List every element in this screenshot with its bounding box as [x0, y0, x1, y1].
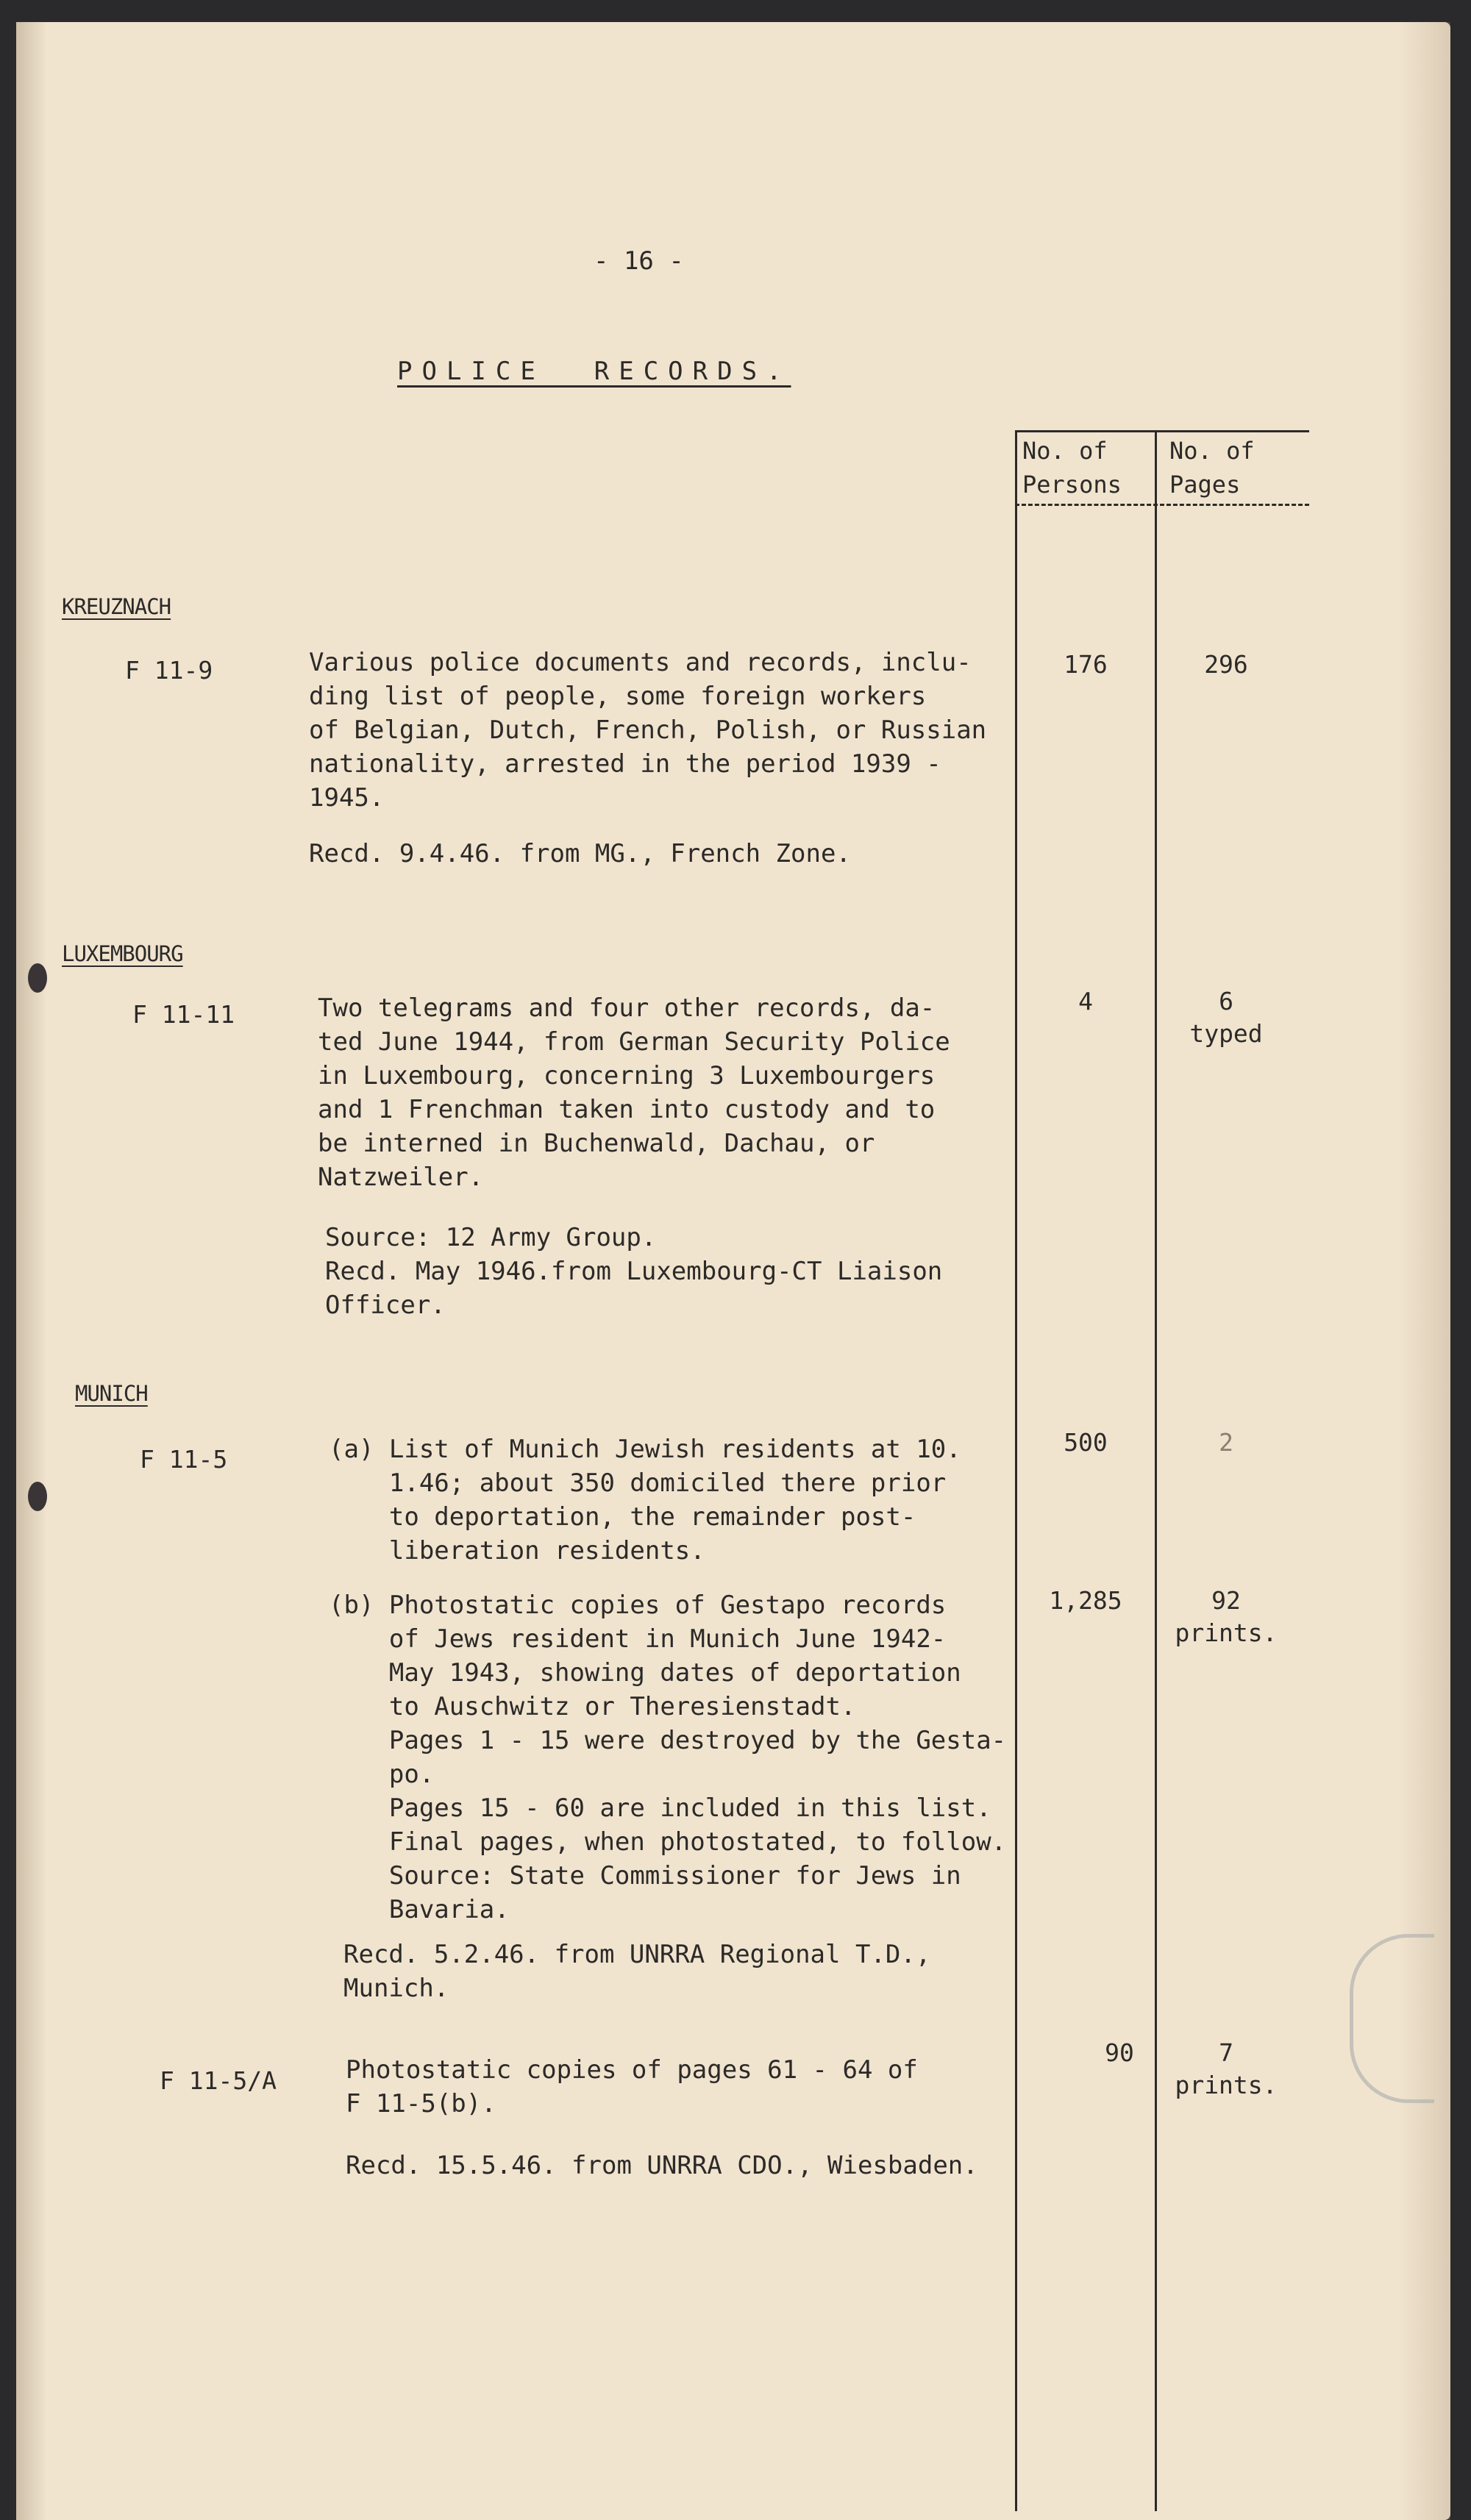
persons-munich-b: 1,285 [1049, 1586, 1122, 1615]
pages-header: No. of Pages [1169, 437, 1255, 499]
paper-clip [1350, 1934, 1434, 2103]
document-page [16, 22, 1450, 2520]
page-number: - 16 - [594, 246, 684, 276]
pages-munich-a: 2 [1219, 1428, 1233, 1457]
pages-munich-b: 92 prints. [1175, 1586, 1278, 1647]
recd-kreuznach: Recd. 9.4.46. from MG., French Zone. [309, 839, 851, 868]
persons-munich-a: 500 [1064, 1428, 1108, 1457]
recd-munich-a: Recd. 15.5.46. from UNRRA CDO., Wiesbaden. [346, 2151, 978, 2180]
place-munich: MUNICH [75, 1381, 148, 1406]
desc-munich-a: Photostatic copies of pages 61 - 64 of F 11-5(b). [346, 2055, 918, 2119]
place-kreuznach: KREUZNACH [62, 594, 171, 619]
munich-item-a: (a) List of Munich Jewish residents at 10. 1.46; about 350 domiciled there prior to deportation, the remainder post- liberation residents. [329, 1435, 961, 1566]
ref-f11-5: F 11-5 [140, 1445, 228, 1474]
munich-item-b: (b) Photostatic copies of Gestapo records of Jews resident in Munich June 1942- May 1943, showing dates of deportation to Auschwitz or Theresienstadt. Pages 1 - 15 were destroyed by the Gesta- po. Pages 15 - 60 are included in this list. Final pages, when photostated, to follow. Source: State Commissioner for Jews in Bavaria. [329, 1591, 1007, 1924]
punch-hole [28, 1482, 47, 1511]
column-rule-left [1015, 430, 1017, 2511]
desc-luxembourg: Two telegrams and four other records, da- ted June 1944, from German Security Police in Luxembourg, concerning 3 Luxembourgers and 1 Frenchman taken into custody and to be interned in Buchenwald, Dachau, or Natzweiler. [318, 993, 950, 1192]
page-title: POLICE RECORDS. [397, 357, 791, 386]
header-bottom-rule [1015, 504, 1309, 506]
punch-hole [28, 963, 47, 993]
ref-f11-11: F 11-11 [132, 1000, 235, 1029]
page-edge-shadow [1399, 22, 1450, 2520]
header-top-rule [1015, 430, 1309, 432]
persons-header: No. of Persons [1022, 437, 1122, 499]
pages-kreuznach: 296 [1204, 650, 1248, 679]
binding-shadow [16, 22, 46, 2520]
desc-kreuznach: Various police documents and records, inclu- ding list of people, some foreign workers of Belgian, Dutch, French, Polish, or Russian nationality, arrested in the period 1939 - 1945. [309, 648, 987, 813]
pages-munich-fa: 7 prints. [1175, 2038, 1278, 2099]
ref-f11-5a: F 11-5/A [160, 2066, 277, 2095]
persons-kreuznach: 176 [1064, 650, 1108, 679]
source-luxembourg: Source: 12 Army Group. Recd. May 1946.from Luxembourg-CT Liaison Officer. [325, 1223, 943, 1320]
place-luxembourg: LUXEMBOURG [62, 941, 183, 966]
persons-luxembourg: 4 [1078, 987, 1093, 1016]
column-rule-middle [1155, 430, 1157, 2511]
ref-f11-9: F 11-9 [125, 656, 213, 685]
recd-munich: Recd. 5.2.46. from UNRRA Regional T.D., Munich. [343, 1940, 931, 2003]
pages-luxembourg: 6 typed [1189, 987, 1263, 1048]
persons-munich-fa: 90 [1105, 2038, 1134, 2067]
